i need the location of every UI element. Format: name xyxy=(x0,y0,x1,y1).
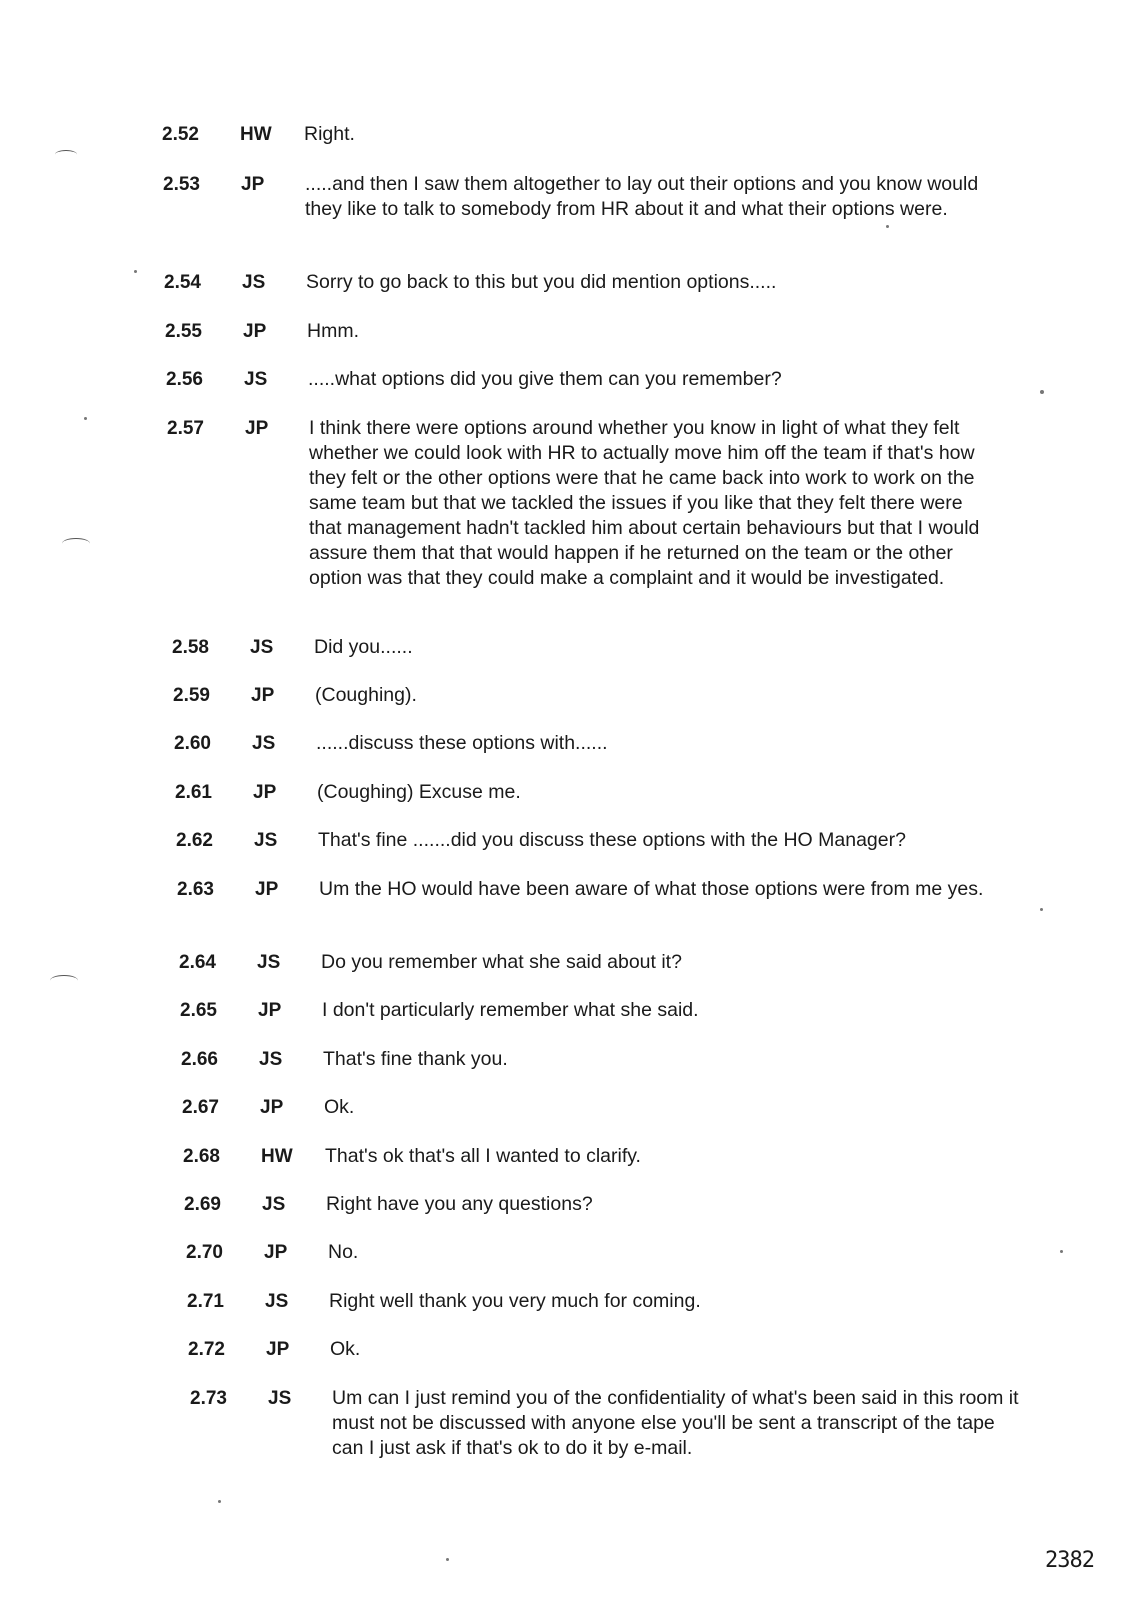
transcript-row xyxy=(180,998,1010,1023)
transcript-row xyxy=(186,1240,1016,1265)
spoken-text: Right. xyxy=(304,123,355,145)
scan-speck xyxy=(1040,908,1043,911)
paragraph-number: 2.57 xyxy=(167,418,204,439)
transcript-row xyxy=(165,319,995,344)
speaker-initials: JS xyxy=(268,1388,292,1409)
spoken-text: I don't particularly remember what she said. xyxy=(322,999,699,1021)
scan-speck xyxy=(886,225,889,228)
transcript-row xyxy=(162,122,992,147)
paragraph-number: 2.54 xyxy=(164,272,201,293)
speaker-initials: JS xyxy=(244,369,268,390)
speaker-initials: HW xyxy=(240,124,272,145)
scan-speck xyxy=(84,417,87,420)
spoken-text: Did you...... xyxy=(314,636,413,658)
transcript-row xyxy=(177,877,1007,902)
paragraph-number: 2.52 xyxy=(162,124,199,145)
paragraph-number: 2.68 xyxy=(183,1146,220,1167)
transcript-row xyxy=(172,635,1002,660)
speaker-initials: JP xyxy=(255,879,279,900)
paragraph-number: 2.59 xyxy=(173,685,210,706)
paragraph-number: 2.70 xyxy=(186,1242,223,1263)
paragraph-number: 2.58 xyxy=(172,637,209,658)
speaker-initials: JS xyxy=(257,952,281,973)
transcript-row xyxy=(188,1337,1018,1362)
spoken-text: No. xyxy=(328,1241,359,1263)
transcript-row xyxy=(187,1289,1017,1314)
spoken-text: Right well thank you very much for coming. xyxy=(329,1290,701,1312)
spoken-text: Hmm. xyxy=(307,320,359,342)
scan-speck xyxy=(218,1500,221,1503)
speaker-initials: JP xyxy=(245,418,269,439)
transcript-row xyxy=(166,367,996,392)
spoken-text: That's ok that's all I wanted to clarify. xyxy=(325,1145,641,1167)
speaker-initials: JP xyxy=(266,1339,290,1360)
transcript-row xyxy=(190,1386,1020,1461)
paragraph-number: 2.53 xyxy=(163,174,200,195)
spoken-text: I think there were options around whether you know in light of what they felt whether we could look with HR to actually move him off the team if that's how they felt or the other options were that he came back into work to work on the same team but that we tackled the issues if you like that they felt there were that management hadn't tackled him about certain behaviours but that I would assure them that that would happen if he returned on the team or the other option was that they could make a complaint and it would be investigated. xyxy=(309,417,980,589)
spoken-text: Do you remember what she said about it? xyxy=(321,951,682,973)
paragraph-number: 2.60 xyxy=(174,733,211,754)
spoken-text: ......discuss these options with...... xyxy=(316,732,608,754)
scan-mark xyxy=(50,975,78,986)
transcript-row xyxy=(174,731,1004,756)
spoken-text: Um can I just remind you of the confidentiality of what's been said in this room it must not be discussed with anyone else you'll be sent a transcript of the tape can I just ask if that's ok to do it by e-mail. xyxy=(332,1387,1019,1459)
transcript-row xyxy=(179,950,1009,975)
spoken-text: Sorry to go back to this but you did mention options..... xyxy=(306,271,777,293)
speaker-initials: JP xyxy=(241,174,265,195)
spoken-text: That's fine thank you. xyxy=(323,1048,508,1070)
speaker-initials: JS xyxy=(265,1291,289,1312)
speaker-initials: JS xyxy=(262,1194,286,1215)
speaker-initials: JS xyxy=(259,1049,283,1070)
transcript-row xyxy=(167,416,997,591)
spoken-text: Ok. xyxy=(330,1338,361,1360)
spoken-text: (Coughing). xyxy=(315,684,417,706)
spoken-text: That's fine .......did you discuss these options with the HO Manager? xyxy=(318,829,906,851)
spoken-text: Um the HO would have been aware of what those options were from me yes. xyxy=(319,878,984,900)
transcript-row xyxy=(173,683,1003,708)
scan-speck xyxy=(446,1558,449,1561)
paragraph-number: 2.69 xyxy=(184,1194,221,1215)
speaker-initials: JS xyxy=(250,637,274,658)
paragraph-number: 2.63 xyxy=(177,879,214,900)
speaker-initials: HW xyxy=(261,1146,293,1167)
scan-mark xyxy=(62,538,90,549)
paragraph-number: 2.62 xyxy=(176,830,213,851)
speaker-initials: JS xyxy=(252,733,276,754)
paragraph-number: 2.55 xyxy=(165,321,202,342)
scan-speck xyxy=(1040,390,1044,394)
paragraph-number: 2.71 xyxy=(187,1291,224,1312)
speaker-initials: JP xyxy=(253,782,277,803)
page-number: 2382 xyxy=(1045,1548,1094,1573)
transcript-row xyxy=(164,270,994,295)
spoken-text: Ok. xyxy=(324,1096,355,1118)
scan-mark xyxy=(55,150,77,159)
paragraph-number: 2.67 xyxy=(182,1097,219,1118)
transcript-row xyxy=(163,172,993,222)
paragraph-number: 2.73 xyxy=(190,1388,227,1409)
transcript-row xyxy=(176,828,1006,853)
paragraph-number: 2.56 xyxy=(166,369,203,390)
transcript-row xyxy=(181,1047,1011,1072)
paragraph-number: 2.61 xyxy=(175,782,212,803)
paragraph-number: 2.66 xyxy=(181,1049,218,1070)
spoken-text: Right have you any questions? xyxy=(326,1193,593,1215)
paragraph-number: 2.65 xyxy=(180,1000,217,1021)
spoken-text: (Coughing) Excuse me. xyxy=(317,781,521,803)
scan-speck xyxy=(134,270,137,273)
speaker-initials: JP xyxy=(260,1097,284,1118)
transcript-row xyxy=(183,1144,1013,1169)
spoken-text: .....and then I saw them altogether to lay out their options and you know would they like to talk to somebody from HR about it and what their options were. xyxy=(305,173,979,220)
scan-speck xyxy=(1060,1250,1063,1253)
speaker-initials: JP xyxy=(264,1242,288,1263)
transcript-row xyxy=(184,1192,1014,1217)
speaker-initials: JP xyxy=(258,1000,282,1021)
transcript-row xyxy=(175,780,1005,805)
speaker-initials: JP xyxy=(251,685,275,706)
paragraph-number: 2.72 xyxy=(188,1339,225,1360)
speaker-initials: JS xyxy=(254,830,278,851)
speaker-initials: JS xyxy=(242,272,266,293)
speaker-initials: JP xyxy=(243,321,267,342)
paragraph-number: 2.64 xyxy=(179,952,216,973)
spoken-text: .....what options did you give them can you remember? xyxy=(308,368,782,390)
transcript-row xyxy=(182,1095,1012,1120)
